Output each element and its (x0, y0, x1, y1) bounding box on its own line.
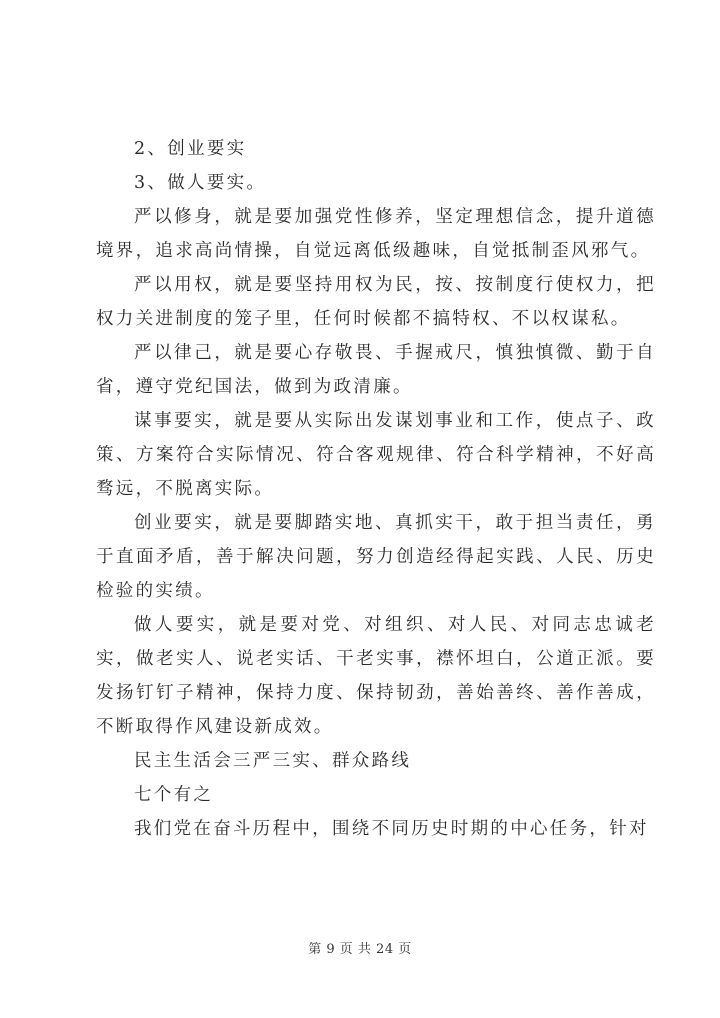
list-item-3: 3、做人要实。 (134, 173, 267, 193)
paragraph-planning: 谋事要实，就是要从实际出发谋划事业和工作，使点子、政策、方案符合实际情况、符合客观规律、符合科学精神，不好高骛远，不脱离实际。 (96, 411, 656, 499)
paragraph-conduct: 做人要实，就是要对党、对组织、对人民、对同志忠诚老实，做老实人、说老实话、干老实事，襟怀坦白，公道正派。要发扬钉钉子精神，保持力度、保持韧劲，善始善终、善作善成，不断取得作风建设新成效。 (96, 615, 656, 737)
list-item-2: 2、创业要实 (134, 139, 247, 159)
document-body (96, 132, 656, 846)
paragraph-entrepreneurship: 创业要实，就是要脚踏实地、真抓实干，敢于担当责任，勇于直面矛盾，善于解决问题，努力创造经得起实践、人民、历史检验的实绩。 (96, 513, 656, 601)
paragraph-self-discipline: 严以律己，就是要心存敬畏、手握戒尺，慎独慎微、勤于自省，遵守党纪国法，做到为政清廉。 (96, 343, 656, 397)
paragraph-history: 我们党在奋斗历程中，围绕不同历史时期的中心任务，针对 (134, 819, 649, 839)
subheading: 七个有之 (134, 785, 214, 805)
paragraph-self-cultivation: 严以修身，就是要加强党性修养，坚定理想信念，提升道德境界，追求高尚情操，自觉远离低级趣味，自觉抵制歪风邪气。 (96, 207, 656, 261)
paragraph-use-of-power: 严以用权，就是要坚持用权为民，按、按制度行使权力，把权力关进制度的笼子里，任何时候都不搞特权、不以权谋私。 (96, 275, 656, 329)
section-heading: 民主生活会三严三实、群众路线 (134, 751, 412, 771)
page-number-footer: 第 9 页 共 24 页 (308, 942, 412, 957)
